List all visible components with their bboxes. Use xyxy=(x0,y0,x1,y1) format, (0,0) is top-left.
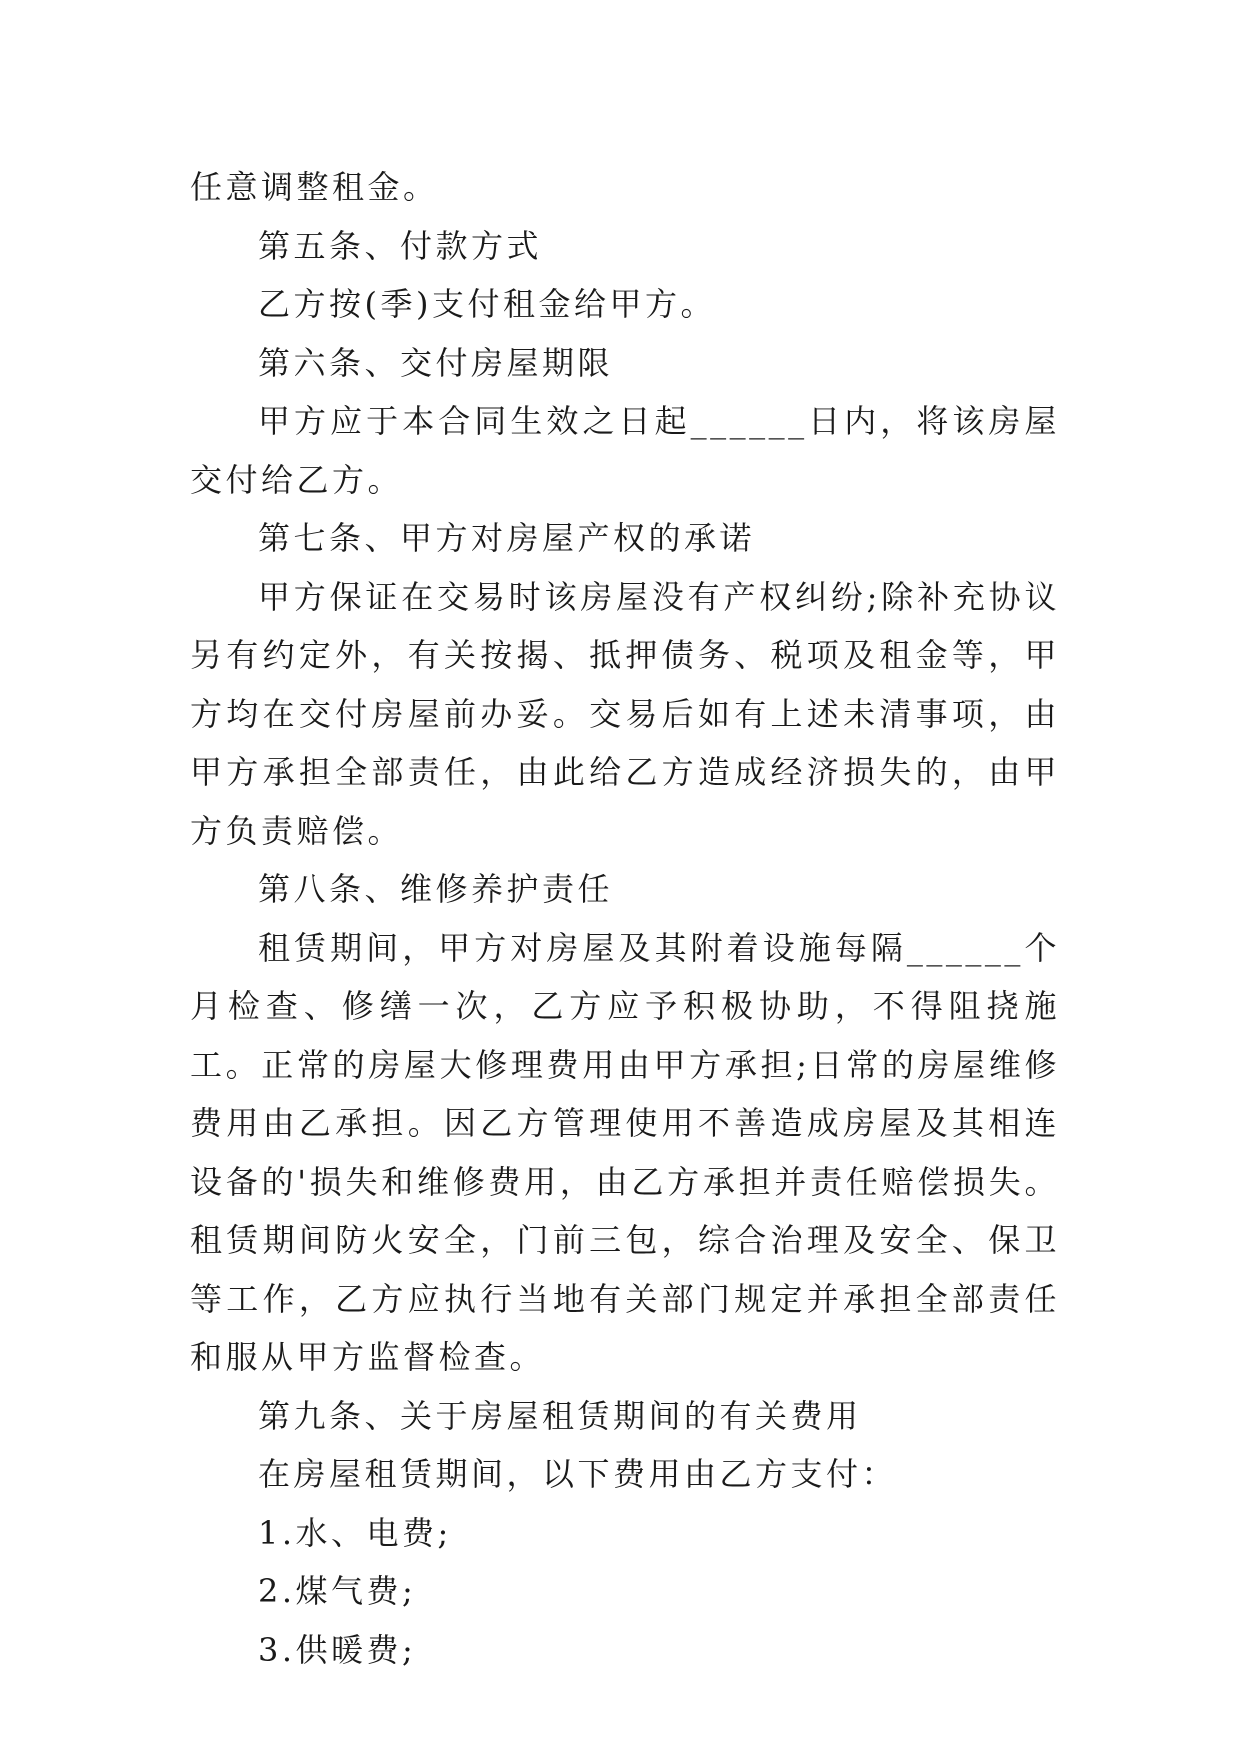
document-body xyxy=(190,158,1060,1679)
article-6-heading: 第六条、交付房屋期限 xyxy=(258,343,614,382)
article-5-body: 乙方按(季)支付租金给甲方。 xyxy=(258,285,716,323)
article-8-heading: 第八条、维修养护责任 xyxy=(258,870,614,908)
list-item: 3.供暖费; xyxy=(258,1630,417,1669)
article-6-body: 甲方应于本合同生效之日起______日内，将该房屋交付给乙方。 xyxy=(190,402,1060,499)
article-7-body: 甲方保证在交易时该房屋没有产权纠纷;除补充协议另有约定外，有关按揭、抵押债务、税项及租金等，甲方均在交付房屋前办妥。交易后如有上述未清事项，由甲方承担全部责任，由此给乙方造成经济损失的，由甲方负责赔偿。 xyxy=(190,577,1060,850)
article-5-heading: 第五条、付款方式 xyxy=(258,226,543,265)
list-item: 2.煤气费; xyxy=(258,1572,417,1610)
article-8-body: 租赁期间，甲方对房屋及其附着设施每隔______个月检查、修缮一次，乙方应予积极协助，不得阻挠施工。正常的房屋大修理费用由甲方承担;日常的房屋维修费用由乙承担。因乙方管理使用不善造成房屋及其相连设备的'损失和维修费用，由乙方承担并责任赔偿损失。租赁期间防火安全，门前三包，综合治理及安全、保卫等工作，乙方应执行当地有关部门规定并承担全部责任和服从甲方监督检查。 xyxy=(190,928,1060,1376)
article-7-heading: 第七条、甲方对房屋产权的承诺 xyxy=(258,519,756,557)
article-9-heading: 第九条、关于房屋租赁期间的有关费用 xyxy=(258,1396,862,1435)
list-item: 1.水、电费; xyxy=(258,1513,452,1552)
paragraph-continuation: 任意调整租金。 xyxy=(190,168,439,206)
article-9-body: 在房屋租赁期间，以下费用由乙方支付： xyxy=(258,1455,898,1493)
